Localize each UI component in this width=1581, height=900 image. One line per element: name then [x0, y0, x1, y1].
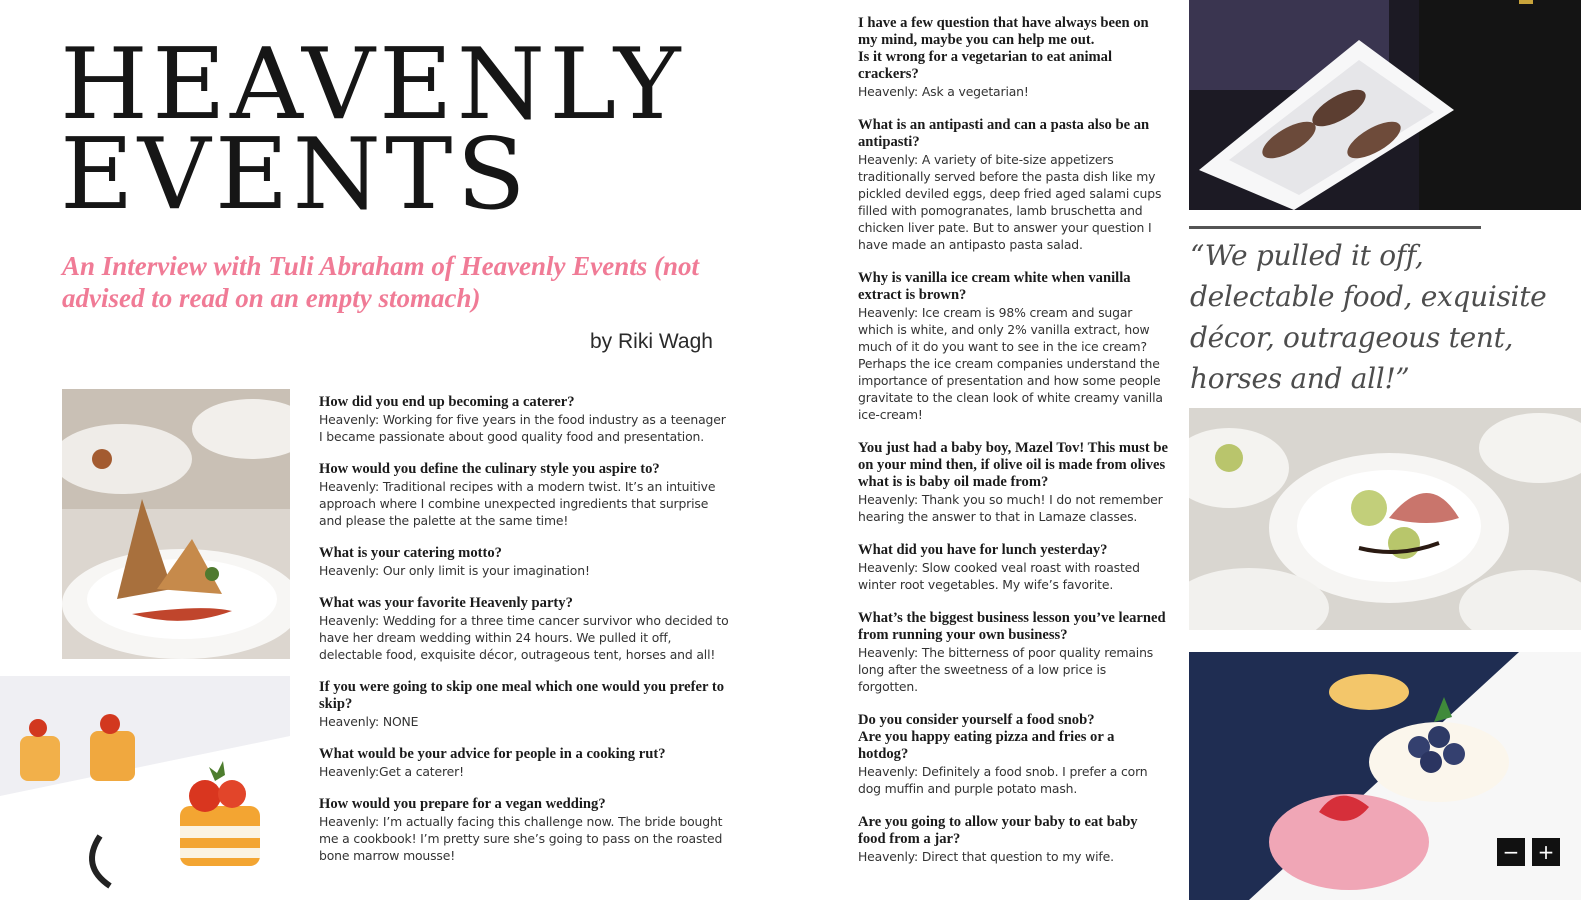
- answer: Heavenly: Our only limit is your imagination!: [319, 563, 590, 578]
- answer: Heavenly: I’m actually facing this challenge now. The bride bought me a cookbook! I’m pretty sure she’s going to pass on the roasted bone marrow mousse!: [319, 814, 723, 863]
- answer: Heavenly: Slow cooked veal roast with roasted winter root vegetables. My wife’s favorite.: [858, 560, 1140, 592]
- lamb-chops-tray-photo: [1189, 0, 1581, 210]
- answer: Heavenly: Traditional recipes with a modern twist. It’s an intuitive approach where I combine unexpected ingredients that surprise and please the palette at the same time!: [319, 479, 716, 528]
- qa-item: [319, 545, 729, 579]
- question: I have a few question that have always been on my mind, maybe you can help me out. Is it wrong for a vegetarian to eat animal crackers?: [858, 15, 1149, 82]
- title-line-1: HEAVENLY: [60, 28, 685, 142]
- question: What did you have for lunch yesterday?: [858, 542, 1108, 558]
- question: Do you consider yourself a food snob? Are you happy eating pizza and fries or a hotdog?: [858, 712, 1115, 762]
- pull-quote: “We pulled it off, delectable food, exquisite décor, outrageous tent, horses and all!”: [1190, 239, 1547, 395]
- question: What is your catering motto?: [319, 545, 502, 561]
- title-line-2: EVENTS: [60, 118, 530, 232]
- qa-item: [319, 461, 729, 529]
- qa-item: [319, 394, 729, 445]
- zoom-in-button[interactable]: +: [1532, 838, 1560, 866]
- qa-item: [858, 814, 1168, 865]
- answer: Heavenly:Get a caterer!: [319, 764, 464, 779]
- answer: Heavenly: Thank you so much! I do not remember hearing the answer to that in Lamaze classes.: [858, 492, 1163, 524]
- zoom-out-button[interactable]: −: [1497, 838, 1525, 866]
- answer: Heavenly: Working for five years in the food industry as a teenager I became passionate about good quality food and presentation.: [319, 412, 726, 444]
- tomato-stack-photo: [0, 676, 290, 900]
- qa-item: [319, 595, 729, 663]
- question: Are you going to allow your baby to eat baby food from a jar?: [858, 814, 1138, 847]
- qa-item: [319, 746, 729, 780]
- question: What is an antipasti and can a pasta also be an antipasti?: [858, 117, 1150, 150]
- article-subtitle: An Interview with Tuli Abraham of Heavenly Events (not advised to read on an empty stomach): [62, 251, 700, 313]
- question: If you were going to skip one meal which one would you prefer to skip?: [319, 679, 724, 712]
- question: What was your favorite Heavenly party?: [319, 595, 573, 611]
- qa-item: [858, 15, 1168, 100]
- interview-column-right: [858, 15, 1168, 882]
- answer: Heavenly: Wedding for a three time cancer survivor who decided to have her dream wedding within 24 hours. We pulled it off, delectable food, exquisite décor, outrageous tent, horses and all!: [319, 613, 729, 662]
- question: What would be your advice for people in a cooking rut?: [319, 746, 666, 762]
- question: Why is vanilla ice cream white when vanilla extract is brown?: [858, 270, 1131, 303]
- question: How would you define the culinary style you aspire to?: [319, 461, 660, 477]
- question: You just had a baby boy, Mazel Tov! This must be on your mind then, if olive oil is made from olives what is is baby oil made from?: [858, 440, 1168, 490]
- answer: Heavenly: Ice cream is 98% cream and sugar which is white, and only 2% vanilla extract, how much of it do you want to see in the ice cream? Perhaps the ice cream companies understand the importance of presentation and how some people gravitate to the clean look of white creamy vanilla ice-cream!: [858, 305, 1163, 422]
- qa-item: [319, 679, 729, 730]
- prosciutto-melon-plates-photo: [1189, 408, 1581, 630]
- question: How did you end up becoming a caterer?: [319, 394, 575, 410]
- qa-item: [858, 117, 1168, 253]
- question: What’s the biggest business lesson you’ve learned from running your own business?: [858, 610, 1166, 643]
- byline: by Riki Wagh: [590, 330, 713, 353]
- answer: Heavenly: A variety of bite-size appetizers traditionally served before the pasta dish like my pickled deviled eggs, deep fried aged salami cups filled with pomogranates, lamb bruschetta and chicken liver pate. But to answer your question I have made an antipasto pasta salad.: [858, 152, 1162, 252]
- article-title: [60, 28, 685, 232]
- answer: Heavenly: Ask a vegetarian!: [858, 84, 1029, 99]
- qa-item: [858, 610, 1168, 695]
- qa-item: [319, 796, 729, 864]
- qa-item: [858, 440, 1168, 525]
- answer: Heavenly: The bitterness of poor quality remains long after the sweetness of a low price is forgotten.: [858, 645, 1154, 694]
- answer: Heavenly: NONE: [319, 714, 419, 729]
- interview-column-left: [319, 394, 729, 880]
- qa-item: [858, 542, 1168, 593]
- pull-quote-divider: [1189, 226, 1481, 229]
- crepe-appetizer-photo: [62, 389, 290, 659]
- qa-item: [858, 270, 1168, 423]
- answer: Heavenly: Direct that question to my wife.: [858, 849, 1114, 864]
- answer: Heavenly: Definitely a food snob. I prefer a corn dog muffin and purple potato mash.: [858, 764, 1148, 796]
- qa-item: [858, 712, 1168, 797]
- question: How would you prepare for a vegan wedding?: [319, 796, 606, 812]
